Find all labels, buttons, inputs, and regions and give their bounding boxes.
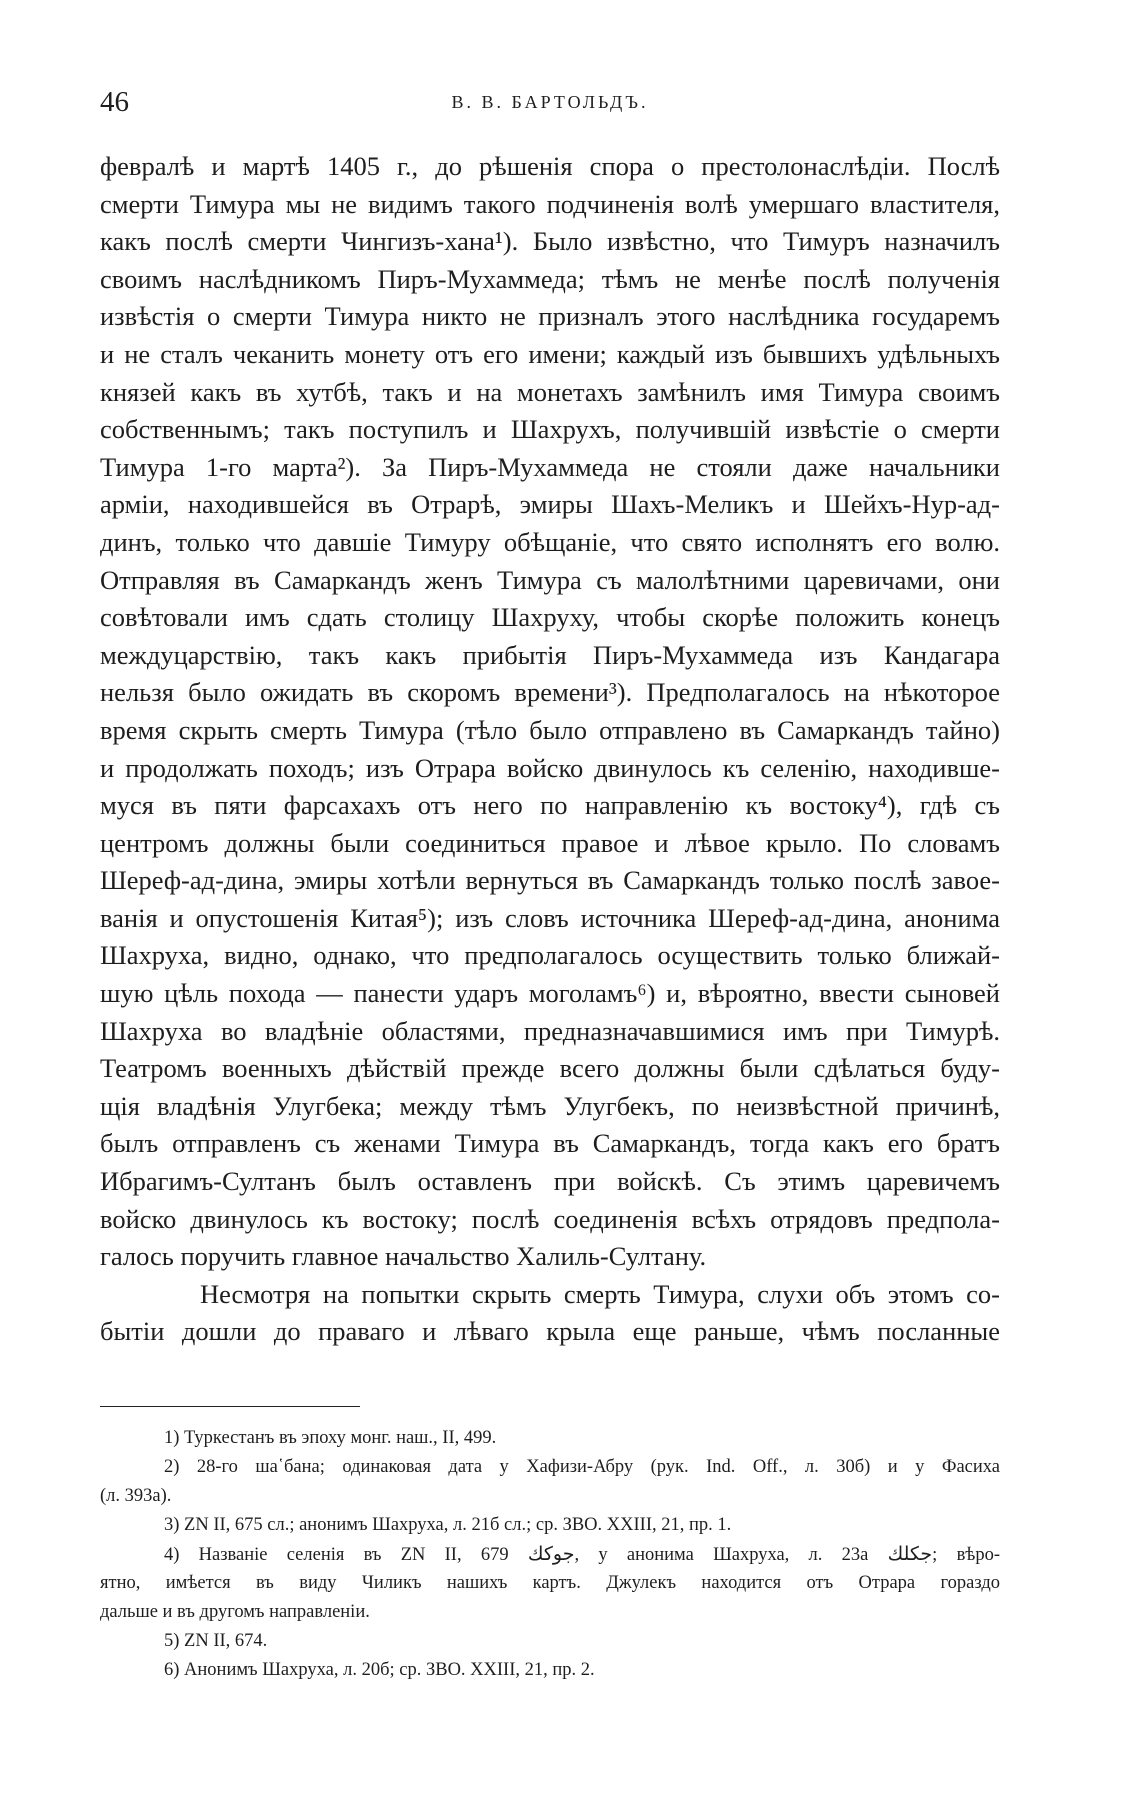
- text-line: Тимура 1-го марта²). За Пиръ-Мухаммеда не стояли даже начальники: [100, 451, 1000, 482]
- text-line: Несмотря на попытки скрыть смерть Тимура, слухи объ этомъ со-: [200, 1278, 1000, 1309]
- footnote-4-text-a: 4) Названіе селенія въ ZN II, 679: [164, 1545, 509, 1565]
- text-line: какъ послѣ смерти Чингизъ-хана¹). Было извѣстно, что Тимуръ назначилъ: [100, 226, 1000, 257]
- text-line: своимъ наслѣдникомъ Пиръ-Мухаммеда; тѣмъ не менѣе послѣ полученія: [100, 263, 1000, 294]
- footnote-1: 1) Туркестанъ въ эпоху монг. наш., II, 499.: [164, 1428, 497, 1448]
- footnote-6: 6) Анонимъ Шахруха, л. 20б; ср. ЗВО. XXIII, 21, пр. 2.: [164, 1660, 595, 1680]
- text-line: ванія и опустошенія Китая⁵); изъ словъ источника Шереф-ад-дина, анонима: [100, 902, 1000, 933]
- running-head: В. В. БАРТОЛЬДЪ.: [451, 92, 649, 112]
- text-line: междуцарствію, такъ какъ прибытія Пиръ-Мухаммеда изъ Кандагара: [100, 639, 1000, 670]
- text-line: и продолжать походъ; изъ Отрара войско двинулось къ селенію, находивше-: [100, 752, 1000, 783]
- text-line: извѣстія о смерти Тимура никто не призналъ этого наслѣдника государемъ: [100, 301, 1000, 332]
- text-line: шую цѣль похода — панести ударъ моголамъ⁶) и, вѣроятно, ввести сыновей: [100, 978, 1000, 1009]
- text-line: время скрыть смерть Тимура (тѣло было отправлено въ Самаркандъ тайно): [100, 714, 1000, 745]
- text-line: смерти Тимура мы не видимъ такого подчиненія волѣ умершаго властителя,: [100, 188, 1000, 219]
- text-line: былъ отправленъ съ женами Тимура въ Самаркандъ, тогда какъ его братъ: [100, 1128, 1000, 1159]
- text-line: Шереф-ад-дина, эмиры хотѣли вернуться въ Самаркандъ только послѣ завое-: [100, 865, 1000, 896]
- text-line: князей какъ въ хутбѣ, такъ и на монетахъ замѣнилъ имя Тимура своимъ: [100, 376, 1000, 407]
- body-text: [100, 148, 1000, 1351]
- text-line: Ибрагимъ-Султанъ былъ оставленъ при войскѣ. Съ этимъ царевичемъ: [100, 1166, 1000, 1197]
- footnote-2-continued: (л. 393а).: [100, 1486, 172, 1506]
- footnote-4: [100, 1540, 1000, 1569]
- text-line: войско двинулось къ востоку; послѣ соединенія всѣхъ отрядовъ предпола-: [100, 1203, 1000, 1234]
- text-line: бытіи дошли до праваго и лѣваго крыла еще раньше, чѣмъ посланные: [100, 1316, 1000, 1347]
- footnote-3: 3) ZN II, 675 сл.; анонимъ Шахруха, л. 21б сл.; ср. ЗВО. XXIII, 21, пр. 1.: [164, 1515, 732, 1535]
- text-line: арміи, находившейся въ Отрарѣ, эмиры Шахъ-Меликъ и Шейхъ-Нур-ад-: [100, 489, 1000, 520]
- page-header: [100, 86, 1000, 126]
- text-line: Шахруха во владѣніе областями, предназначавшимися имъ при Тимурѣ.: [100, 1015, 1000, 1046]
- text-line: щія владѣнія Улугбека; между тѣмъ Улугбекъ, по неизвѣстной причинѣ,: [100, 1090, 1000, 1121]
- footnotes: [100, 1424, 1000, 1685]
- text-line: динъ, только что давшіе Тимуру обѣщаніе, что свято исполнятъ его волю.: [100, 526, 1000, 557]
- footnote-4-text-c: ; вѣро-: [932, 1545, 1001, 1565]
- text-line: февралѣ и мартѣ 1405 г., до рѣшенія спора о престолонаслѣдіи. Послѣ: [100, 151, 1000, 181]
- text-line: совѣтовали имъ сдать столицу Шахруху, чтобы скорѣе положить конецъ: [100, 602, 1000, 633]
- text-line: нельзя было ожидать въ скоромъ времени³). Предполагалось на нѣкоторое: [100, 677, 1000, 708]
- text-line: Отправляя въ Самаркандъ женъ Тимура съ малолѣтними царевичами, они: [100, 564, 1000, 595]
- page-number: 46: [100, 86, 129, 118]
- text-line: галось поручить главное начальство Халиль-Султану.: [100, 1241, 707, 1272]
- text-line: центромъ должны были соединиться правое и лѣвое крыло. По словамъ: [100, 827, 1000, 858]
- text-line: и не сталъ чеканить монету отъ его имени; каждый изъ бывшихъ удѣльныхъ: [100, 338, 1000, 369]
- footnote-4-arabic-2: جكلك: [887, 1543, 933, 1565]
- footnote-5: 5) ZN II, 674.: [164, 1631, 268, 1651]
- footnote-divider: [100, 1406, 360, 1407]
- text-line: муся въ пяти фарсахахъ отъ него по направленію къ востоку⁴), гдѣ съ: [100, 790, 1000, 821]
- text-line: Шахруха, видно, однако, что предполагалось осуществить только ближай-: [100, 940, 1000, 971]
- footnote-2: 2) 28-го ша῾бана; одинаковая дата у Хафизи-Абру (рук. Ind. Off., л. 30б) и у Фасиха: [164, 1457, 1000, 1477]
- footnote-4-continued-2: дальше и въ другомъ направленіи.: [100, 1602, 370, 1622]
- text-line: собственнымъ; такъ поступилъ и Шахрухъ, получившій извѣстіе о смерти: [100, 414, 1000, 445]
- text-line: Театромъ военныхъ дѣйствій прежде всего должны были сдѣлаться буду-: [100, 1053, 1000, 1084]
- footnote-4-continued: ятно, имѣется въ виду Чиликъ нашихъ картъ. Джулекъ находится отъ Отрара гораздо: [100, 1573, 1000, 1593]
- footnote-4-text-b: , у анонима Шахруха, л. 23а: [574, 1545, 869, 1565]
- footnote-4-arabic-1: جوکك: [527, 1543, 575, 1565]
